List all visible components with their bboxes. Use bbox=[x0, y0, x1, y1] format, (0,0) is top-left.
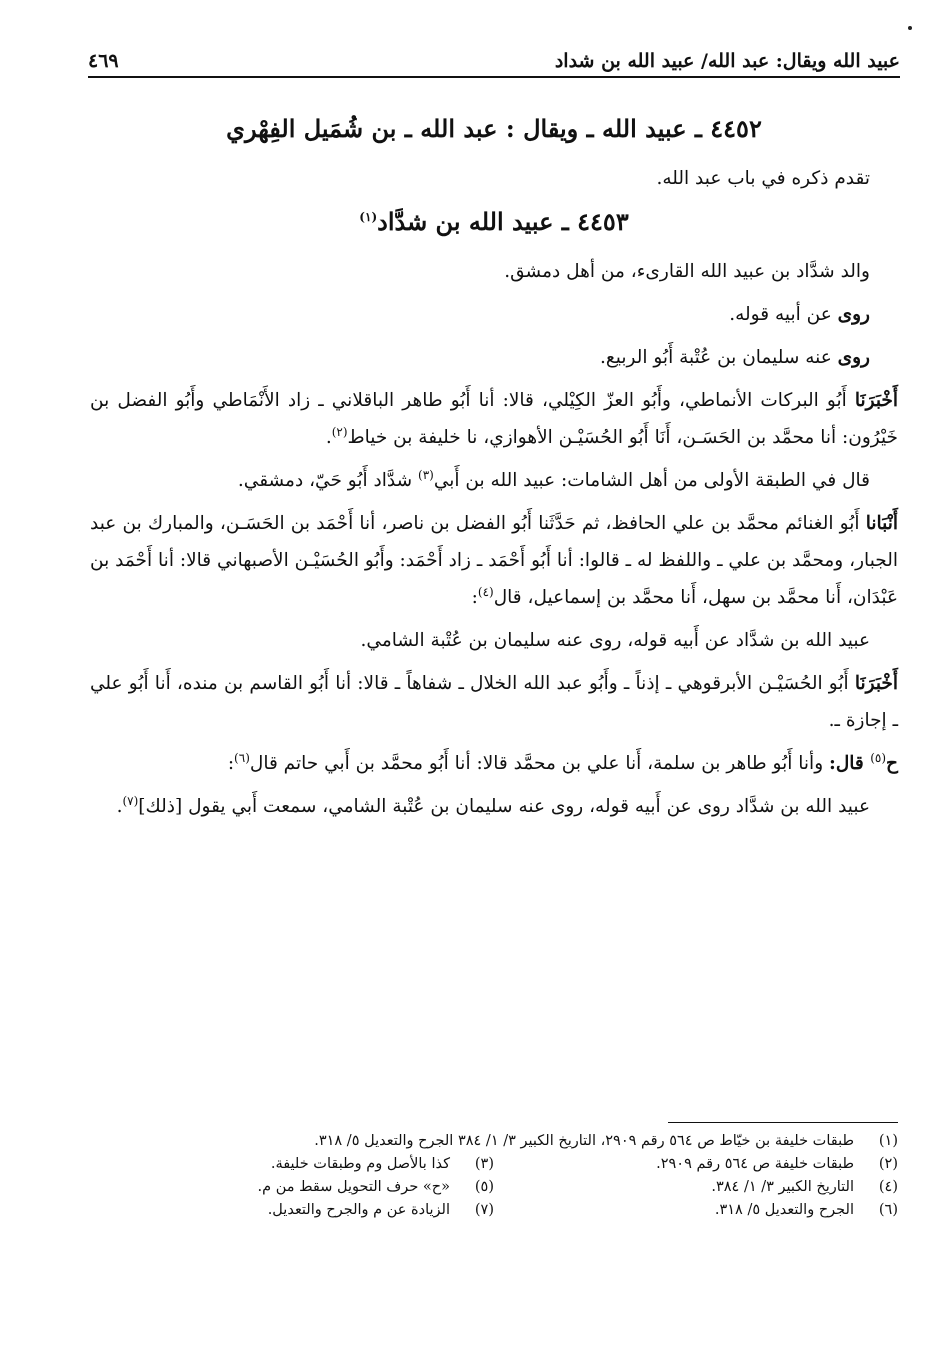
entry-title: ٤٤٥٢ ـ عبيد الله ـ ويقال : عبد الله ـ بن شُمَيل الفِهْري bbox=[226, 114, 762, 143]
page-number: ٤٦٩ bbox=[88, 50, 119, 72]
main-text bbox=[90, 104, 898, 831]
footnote: (٢) طبقات خليفة ص ٥٦٤ رقم ٢٩٠٩. bbox=[656, 1156, 898, 1172]
footnote-ref: (٥) bbox=[870, 750, 887, 765]
paragraph: عبيد الله بن شدَّاد عن أَبيه قوله، روى عنه سليمان بن عُتْبة الشامي. bbox=[360, 630, 870, 651]
paragraph: قال في الطبقة الأولى من أهل الشامات: عبيد الله بن أَبي$^{(٣)}$ شدَّاد أَبُو حَيّ، دمشقي. bbox=[237, 467, 870, 491]
lead-word: روى bbox=[837, 347, 870, 368]
footnote: (٣) كذا بالأصل وم وطبقات خليفة. bbox=[270, 1156, 494, 1172]
paragraph: روى عنه سليمان بن عُتْبة أَبُو الربيع. bbox=[600, 347, 870, 368]
paragraph: روى عن أبيه قوله. bbox=[729, 304, 870, 325]
lead-word: أَخْبَرَنَا bbox=[854, 673, 898, 694]
footnote: (٥) «ح» حرف التحويل سقط من م. bbox=[257, 1179, 494, 1195]
lead-word: أَخْبَرَنَا bbox=[854, 390, 898, 411]
footnote: (٤) التاريخ الكبير ٣/ ١/ ٣٨٤. bbox=[711, 1179, 898, 1195]
footnotes bbox=[90, 1130, 898, 1222]
footnote-ref: (٢) bbox=[331, 424, 348, 439]
paragraph: أَخْبَرَنَا أَبُو الحُسَيْـن الأبرقوهي ـ إذناً ـ وأَبُو عبد الله الخلال ـ شفاهاً ـ قالا: أنا أَبُو القاسم بن منده، أَنا أَبُو علي ـ إجازة ـ. bbox=[90, 673, 898, 731]
footnote-ref: (١) bbox=[359, 210, 378, 224]
footnote-ref: (٤) bbox=[477, 584, 494, 599]
footnote: (٦) الجرح والتعديل ٥/ ٣١٨. bbox=[714, 1202, 898, 1218]
paragraph: عبيد الله بن شدَّاد روى عن أَبيه قوله، روى عنه سليمان بن عُتْبة الشامي، سمعت أَبي يقول [ذلك]$^{(٧)}$. bbox=[116, 793, 870, 817]
footnote: (١) طبقات خليفة بن خيّاط ص ٥٦٤ رقم ٢٩٠٩، التاريخ الكبير ٣/ ١/ ٣٨٤ الجرح والتعديل ٥/ ٣١٨. bbox=[314, 1133, 898, 1149]
running-title: عبيد الله ويقال: عبد الله/ عبيد الله بن شداد bbox=[554, 50, 900, 72]
running-header bbox=[88, 38, 900, 78]
paragraph: أَنْبَانا أَبُو الغنائم محمَّد بن علي الحافظ، ثم حَدَّثَنا أَبُو الفضل بن ناصر، أنا أَحْمَد بن الحَسَـن، والمبارك بن عبد الجبار، ومحمَّد بن علي ـ واللفظ له ـ قالوا: أنا أَبُو أَحْمَد ـ زاد أَحْمَد: وأَبُو الحُسَيْـن الأصبهاني قالا: أنا أَحْمَد بن عَبْدَان، أَنا محمَّد بن سهل، أَنا محمَّد بن إسماعيل، قال$^{(٤)}$: bbox=[90, 513, 898, 608]
lead-word: ح bbox=[886, 753, 898, 774]
footnote-ref: (٧) bbox=[122, 793, 139, 808]
footnote-divider bbox=[668, 1122, 898, 1123]
footnote-ref: (٦) bbox=[234, 750, 250, 765]
paragraph: والد شدَّاد بن عبيد الله القارىء، من أهل دمشق. bbox=[504, 261, 870, 282]
paragraph: تقدم ذكره في باب عبد الله. bbox=[656, 168, 870, 189]
paragraph: أَخْبَرَنَا أَبُو البركات الأنماطي، وأَبُو العزّ الكِيْلي، قالا: أنا أَبُو طاهر الباقلاني ـ زاد الأَنْمَاطي وأَبُو الفضل بن خَيْرُون: أنا محمَّد بن الحَسَـن، أَنَا أَبُو الحُسَيْـن الأهوازي، نا خليفة بن خياط$^{(٢)}$. bbox=[90, 390, 898, 448]
lead-word: روى bbox=[837, 304, 870, 325]
ink-dot bbox=[908, 26, 912, 30]
lead-word: أَنْبَانا bbox=[865, 513, 898, 534]
paragraph: ح$^{(٥)}$ قال: وأنا أَبُو طاهر بن سلمة، أَنا علي بن محمَّد قالا: أنا أَبُو محمَّد بن أَبي حاتم قال$^{(٦)}$: bbox=[227, 750, 898, 774]
footnote: (٧) الزيادة عن م والجرح والتعديل. bbox=[267, 1202, 494, 1218]
footnote-ref: (٣) bbox=[418, 467, 434, 482]
entry-title: ٤٤٥٣ ـ عبيد الله بن شدَّاد$^{(١)}$ bbox=[359, 207, 629, 236]
